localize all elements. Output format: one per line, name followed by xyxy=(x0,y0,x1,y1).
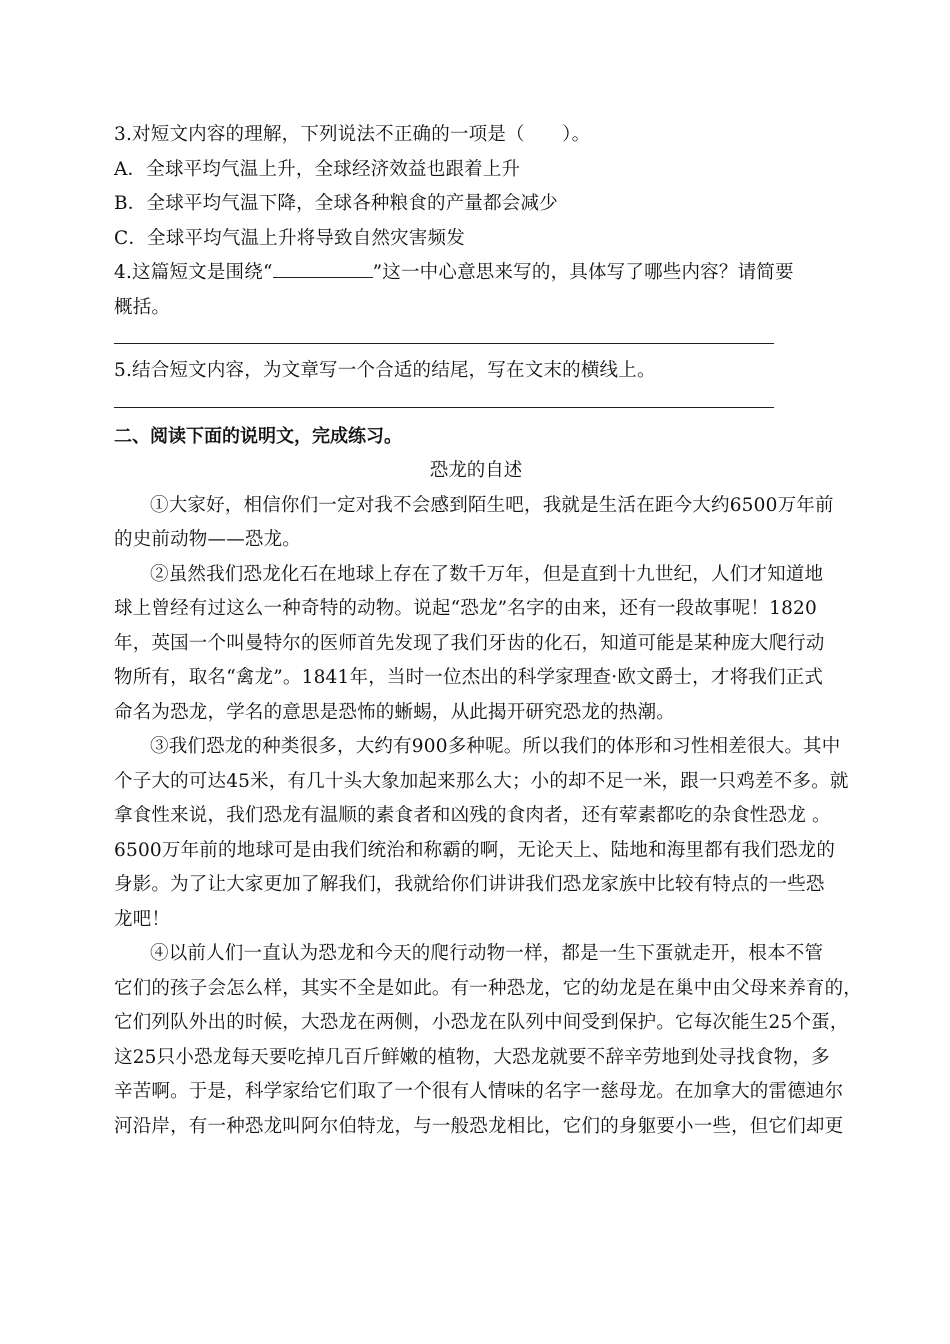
question-4-fill-blank[interactable] xyxy=(273,259,373,278)
question-4-stem-line2: 概括。 xyxy=(114,296,171,318)
paragraph-line: 它们的孩子会怎么样，其实不全是如此。有一种恐龙，它的幼龙是在巢中由父母来养育的， xyxy=(114,977,863,999)
paragraph-line: 球上曾经有过这么一种奇特的动物。说起“恐龙”名字的由来，还有一段故事呢！1820 xyxy=(114,598,817,619)
paragraph-line: 命名为恐龙，学名的意思是恐怖的蜥蜴，从此揭开研究恐龙的热潮。 xyxy=(114,701,676,723)
paragraph-line: ①大家好，相信你们一定对我不会感到陌生吧，我就是生活在距今大约6500万年前 xyxy=(150,494,834,516)
paragraph-line: 这25只小恐龙每天要吃掉几百斤鲜嫩的植物，大恐龙就要不辞辛劳地到处寻找食物，多 xyxy=(114,1046,830,1068)
article-paragraph-1 xyxy=(114,489,838,558)
paragraph-line: 龙吧！ xyxy=(114,908,171,930)
question-3-option-b: B．全球平均气温下降，全球各种粮食的产量都会减少 xyxy=(114,193,558,214)
paragraph-line: ②虽然我们恐龙化石在地球上存在了数千万年，但是直到十九世纪，人们才知道地 xyxy=(150,563,824,585)
document-page xyxy=(114,118,863,1144)
paragraph-line: 辛苦啊。于是，科学家给它们取了一个很有人情味的名字一慈母龙。在加拿大的雷德迪尔 xyxy=(114,1081,844,1102)
article-paragraph-4 xyxy=(114,937,863,1144)
section-2-title: 二、阅读下面的说明文，完成练习。 xyxy=(114,425,402,447)
paragraph-line: 河沿岸，有一种恐龙叫阿尔伯特龙，与一般恐龙相比，它们的身躯要小一些，但它们却更 xyxy=(114,1115,844,1137)
question-3-option-a: A．全球平均气温上升，全球经济效益也跟着上升 xyxy=(114,158,521,180)
paragraph-line: ④以前人们一直认为恐龙和今天的爬行动物一样，都是一生下蛋就走开，根本不管 xyxy=(150,943,824,964)
article-paragraph-3 xyxy=(114,730,849,937)
article-paragraph-2 xyxy=(114,558,838,731)
paragraph-line: 拿食性来说，我们恐龙有温顺的素食者和凶残的食肉者，还有荤素都吃的杂食性恐龙 。 xyxy=(114,805,831,826)
question-4-stem-part2: ”这一中心意思来写的，具体写了哪些内容？请简要 xyxy=(372,262,794,283)
paragraph-line: 它们列队外出的时候，大恐龙在两侧，小恐龙在队列中间受到保护。它每次能生25个蛋， xyxy=(114,1012,849,1033)
question-3-stem: 3.对短文内容的理解，下列说法不正确的一项是（ ）。 xyxy=(114,124,591,145)
question-5-stem: 5.结合短文内容，为文章写一个合适的结尾，写在文末的横线上。 xyxy=(114,360,656,381)
question-5-answer-line[interactable] xyxy=(114,407,774,408)
paragraph-line: 6500万年前的地球可是由我们统治和称霸的啊，无论天上、陆地和海里都有我们恐龙的 xyxy=(114,839,836,861)
question-4-answer-line[interactable] xyxy=(114,343,774,344)
question-4-stem-part1: 4.这篇短文是围绕“ xyxy=(114,262,273,283)
question-3-option-c: C．全球平均气温上升将导致自然灾害频发 xyxy=(114,227,465,249)
article-title: 恐龙的自述 xyxy=(429,460,523,481)
paragraph-line: 的史前动物——恐龙。 xyxy=(114,529,302,550)
paragraph-line: 物所有，取名“禽龙”。1841年，当时一位杰出的科学家理查·欧文爵士，才将我们正式 xyxy=(114,667,824,688)
question-4-stem xyxy=(114,256,838,291)
paragraph-line: 个子大的可达45米，有几十头大象加起来那么大；小的却不足一米，跟一只鸡差不多。就 xyxy=(114,770,849,792)
paragraph-line: 年，英国一个叫曼特尔的医师首先发现了我们牙齿的化石，知道可能是某种庞大爬行动 xyxy=(114,632,825,654)
paragraph-line: ③我们恐龙的种类很多，大约有900多种呢。所以我们的体形和习性相差很大。其中 xyxy=(150,736,841,757)
paragraph-line: 身影。为了让大家更加了解我们，我就给你们讲讲我们恐龙家族中比较有特点的一些恐 xyxy=(114,874,825,895)
